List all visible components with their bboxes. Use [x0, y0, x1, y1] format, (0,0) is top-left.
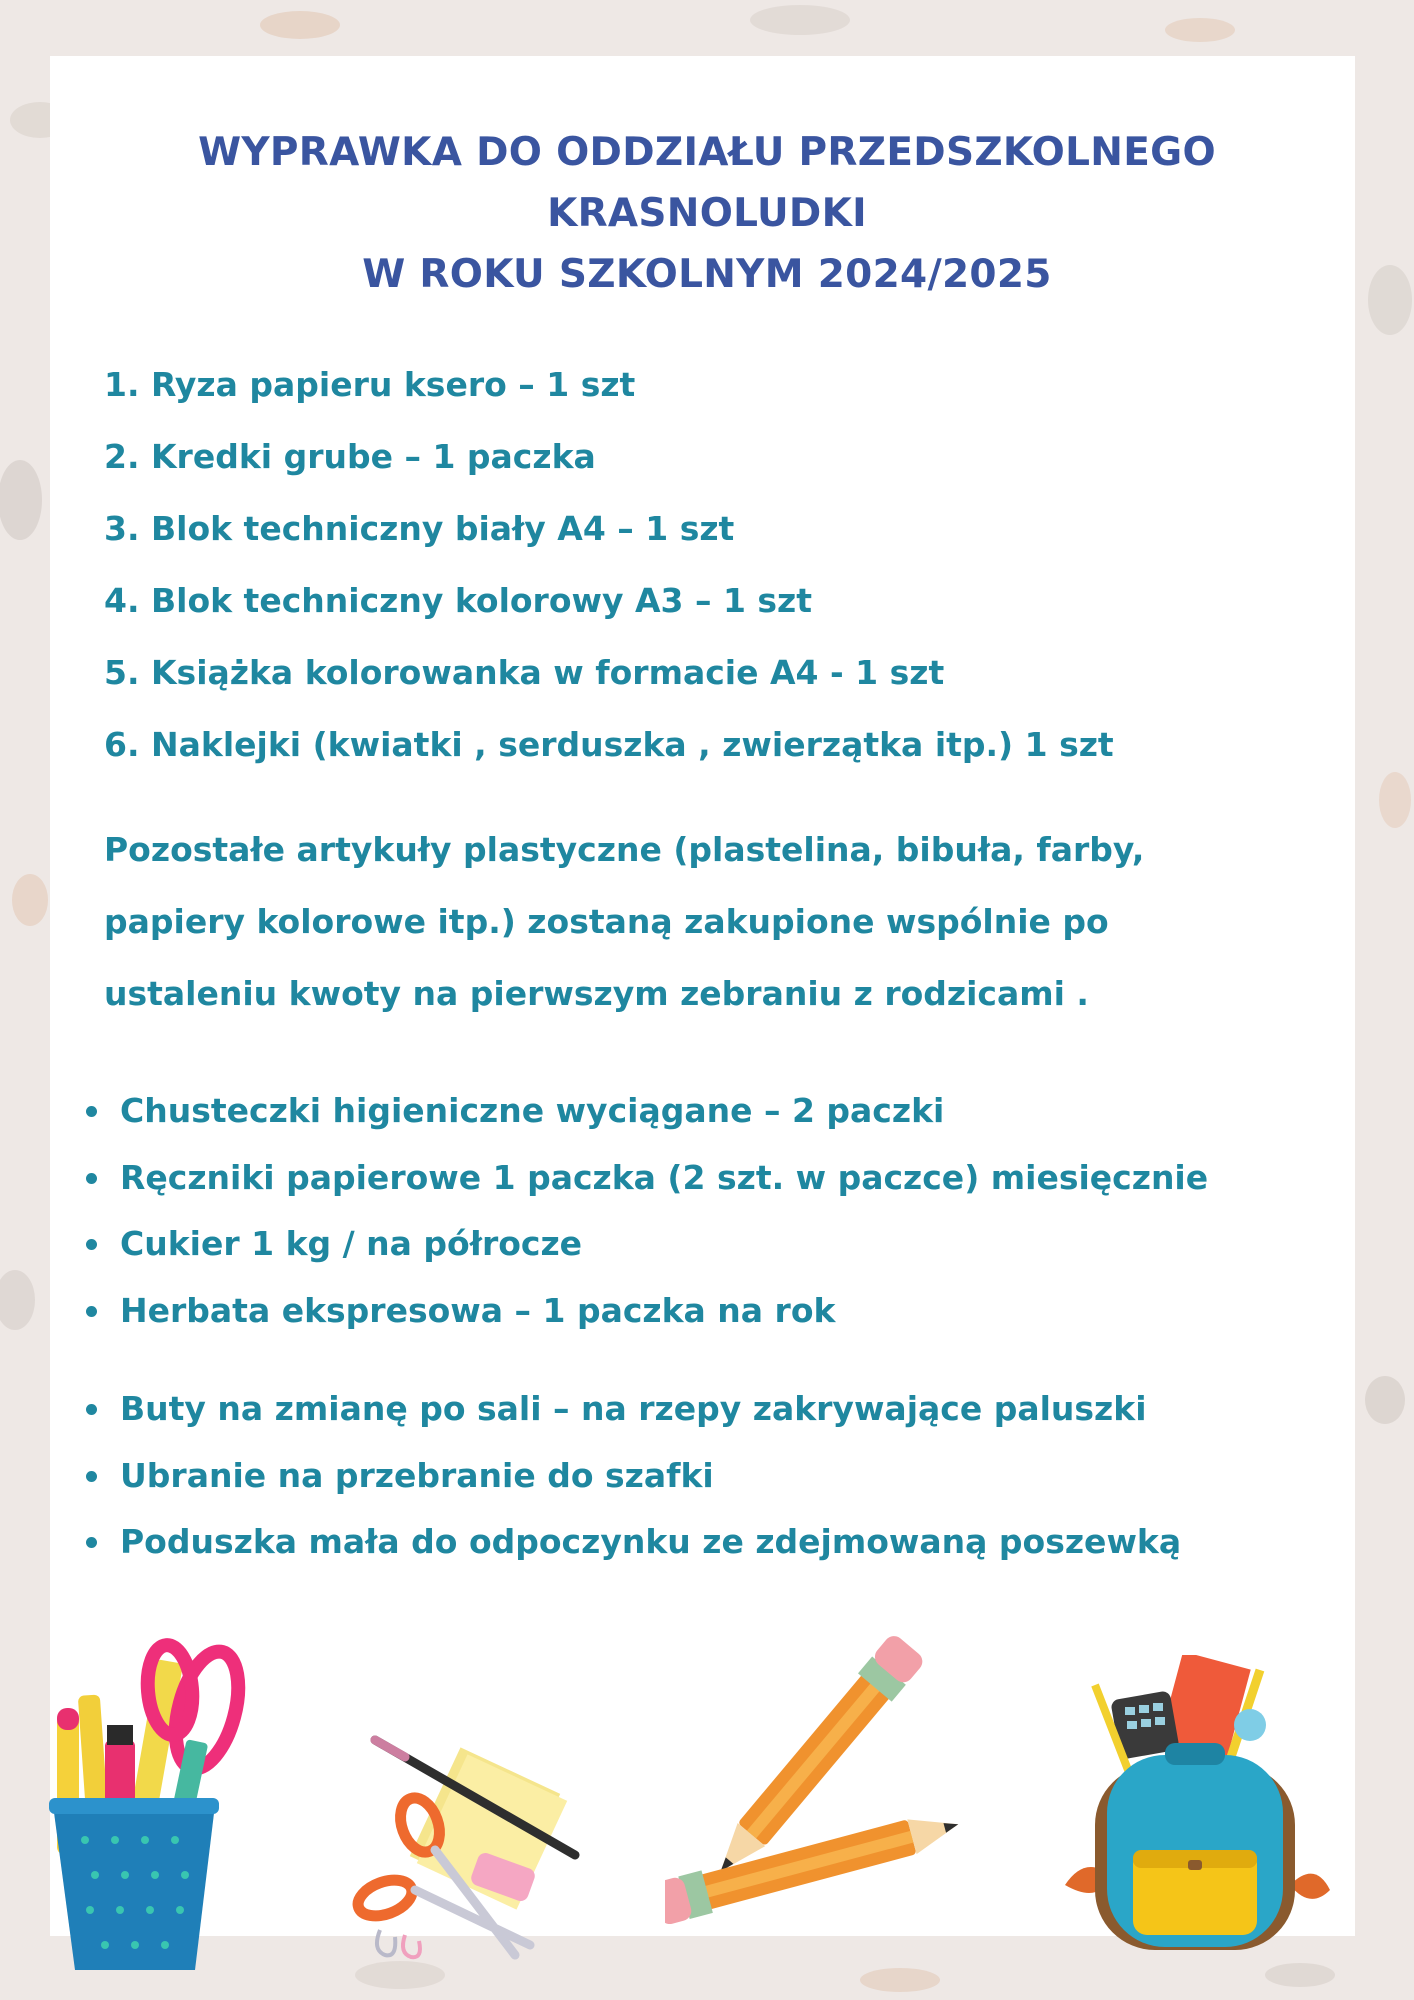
- bullet-text: Herbata ekspresowa – 1 paczka na rok: [120, 1290, 836, 1330]
- bullet-list-hygiene: [78, 1078, 1208, 1344]
- bullet-text: Poduszka mała do odpoczynku ze zdejmowaną poszewką: [120, 1522, 1182, 1561]
- list-item: [78, 1278, 1208, 1345]
- list-item: 3. Blok techniczny biały A4 – 1 szt: [104, 509, 735, 548]
- pencils-icon: [665, 1625, 975, 1930]
- bullet-list-personal: [78, 1376, 1181, 1576]
- bullet-icon: [86, 1537, 97, 1548]
- bullet-icon: [86, 1239, 97, 1250]
- bullet-icon: [86, 1106, 97, 1117]
- numbered-supply-list: [104, 358, 1114, 790]
- bullet-text: Chusteczki higieniczne wyciągane – 2 paczki: [120, 1091, 945, 1130]
- bullet-text: Ręczniki papierowe 1 paczka (2 szt. w paczce) miesięcznie: [120, 1157, 1209, 1197]
- title-line: W ROKU SZKOLNYM 2024/2025: [362, 252, 1052, 297]
- paragraph-line: ustaleniu kwoty na pierwszym zebraniu z rodzicami .: [104, 974, 1089, 1013]
- list-item: [78, 1443, 1181, 1510]
- list-item: 6. Naklejki (kwiatki , serduszka , zwierzątka itp.) 1 szt: [104, 725, 1114, 764]
- title-line: KRASNOLUDKI: [547, 191, 867, 236]
- list-item: 1. Ryza papieru ksero – 1 szt: [104, 365, 636, 404]
- list-item: [78, 1211, 1208, 1278]
- bullet-icon: [86, 1173, 97, 1184]
- bullet-text: Buty na zmianę po sali – na rzepy zakrywające paluszki: [120, 1389, 1147, 1428]
- list-item: 4. Blok techniczny kolorowy A3 – 1 szt: [104, 581, 813, 620]
- bullet-icon: [86, 1306, 97, 1317]
- bullet-icon: [86, 1404, 97, 1415]
- paragraph-line: Pozostałe artykuły plastyczne (plastelina, bibuła, farby,: [104, 830, 1145, 869]
- title-line: WYPRAWKA DO ODDZIAŁU PRZEDSZKOLNEGO: [198, 130, 1216, 175]
- list-item: [78, 1078, 1208, 1145]
- paragraph-line: papiery kolorowe itp.) zostaną zakupione wspólnie po: [104, 902, 1109, 941]
- list-item: 2. Kredki grube – 1 paczka: [104, 437, 596, 476]
- list-item: [78, 1145, 1208, 1212]
- scissors-notepad-icon: [345, 1730, 595, 1965]
- pencil-cup-icon: [45, 1630, 275, 1975]
- bullet-text: Cukier 1 kg / na półrocze: [120, 1224, 583, 1263]
- list-item: 5. Książka kolorowanka w formacie A4 - 1 szt: [104, 653, 945, 692]
- list-item: [78, 1509, 1181, 1576]
- bullet-text: Ubranie na przebranie do szafki: [120, 1455, 714, 1495]
- page-title: [0, 122, 1414, 305]
- bullet-icon: [86, 1471, 97, 1482]
- backpack-icon: [1055, 1655, 1340, 1960]
- info-paragraph: [104, 814, 1304, 1030]
- list-item: [78, 1376, 1181, 1443]
